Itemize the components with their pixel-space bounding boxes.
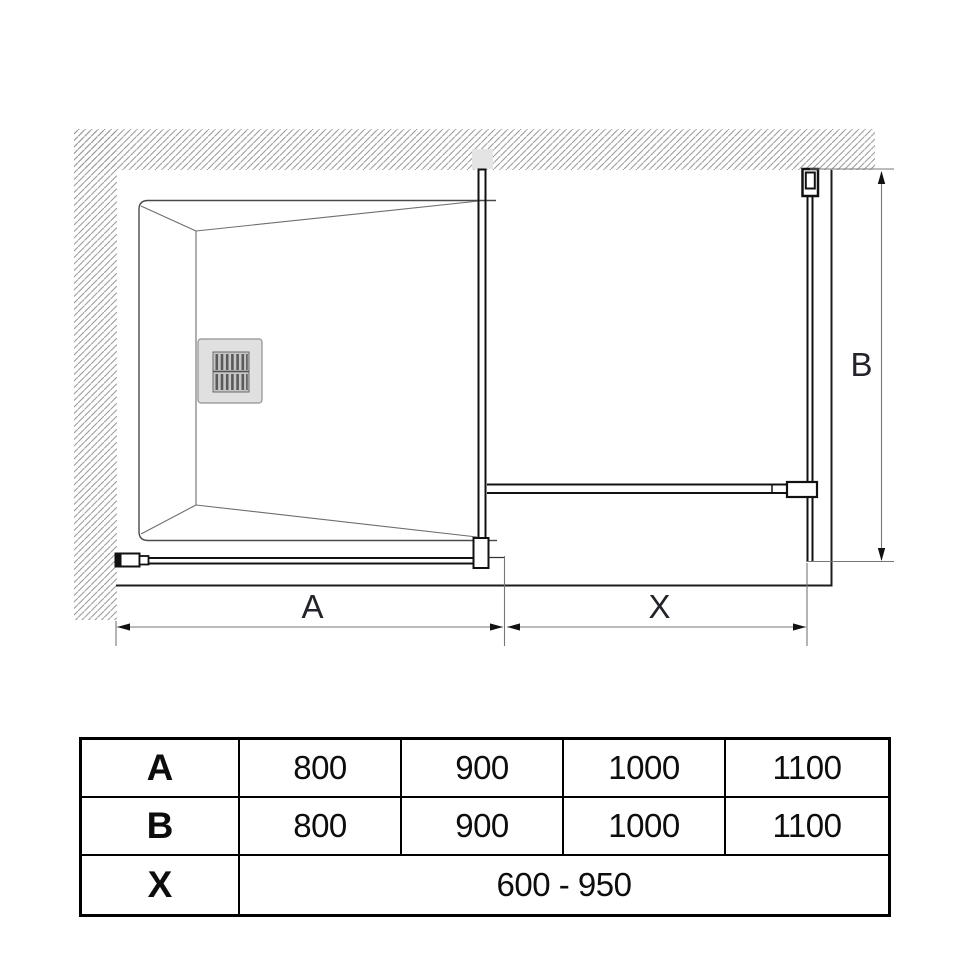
- drain: [198, 339, 262, 403]
- arrow-left: [117, 623, 130, 630]
- arrow-right: [490, 623, 503, 630]
- support-bar: [487, 482, 817, 497]
- bar-clamp: [787, 482, 817, 497]
- size-table: [79, 737, 891, 917]
- table-cell: 800: [240, 798, 402, 856]
- glass-panel-right: [803, 169, 819, 562]
- wall-bracket-inner: [806, 173, 815, 189]
- table-cell-range: 600 - 950: [496, 866, 632, 903]
- dimension-b-label: B: [850, 346, 874, 383]
- table-cell: 1100: [726, 798, 888, 856]
- arrow-right: [793, 623, 806, 630]
- table-cell: 1100: [726, 740, 888, 798]
- ceiling-bracket: [472, 149, 493, 169]
- arrow-down: [878, 548, 885, 561]
- table-cell: 900: [402, 740, 564, 798]
- dimension-a-label: A: [301, 588, 325, 625]
- glass-panel-bottom: [115, 553, 506, 568]
- table-row-label-b: B: [82, 798, 240, 856]
- table-row-label-x: X: [82, 856, 240, 914]
- table-row-label-a: A: [82, 740, 240, 798]
- table-cell: 1000: [564, 740, 726, 798]
- table-cell: 1000: [564, 798, 726, 856]
- arrow-up: [878, 171, 885, 184]
- wall-bracket: [121, 554, 140, 567]
- table-cell: 800: [240, 740, 402, 798]
- dimension-x: [507, 588, 806, 631]
- dimension-b: [850, 171, 885, 561]
- shower-tray: [139, 201, 496, 541]
- arrow-left: [507, 623, 520, 630]
- dimension-a: [117, 588, 503, 631]
- dimension-x-label: X: [648, 588, 672, 625]
- floor-bracket: [474, 538, 489, 568]
- panel-connector: [140, 556, 149, 565]
- wall-hatch-left: [74, 129, 117, 620]
- table-cell: 900: [402, 798, 564, 856]
